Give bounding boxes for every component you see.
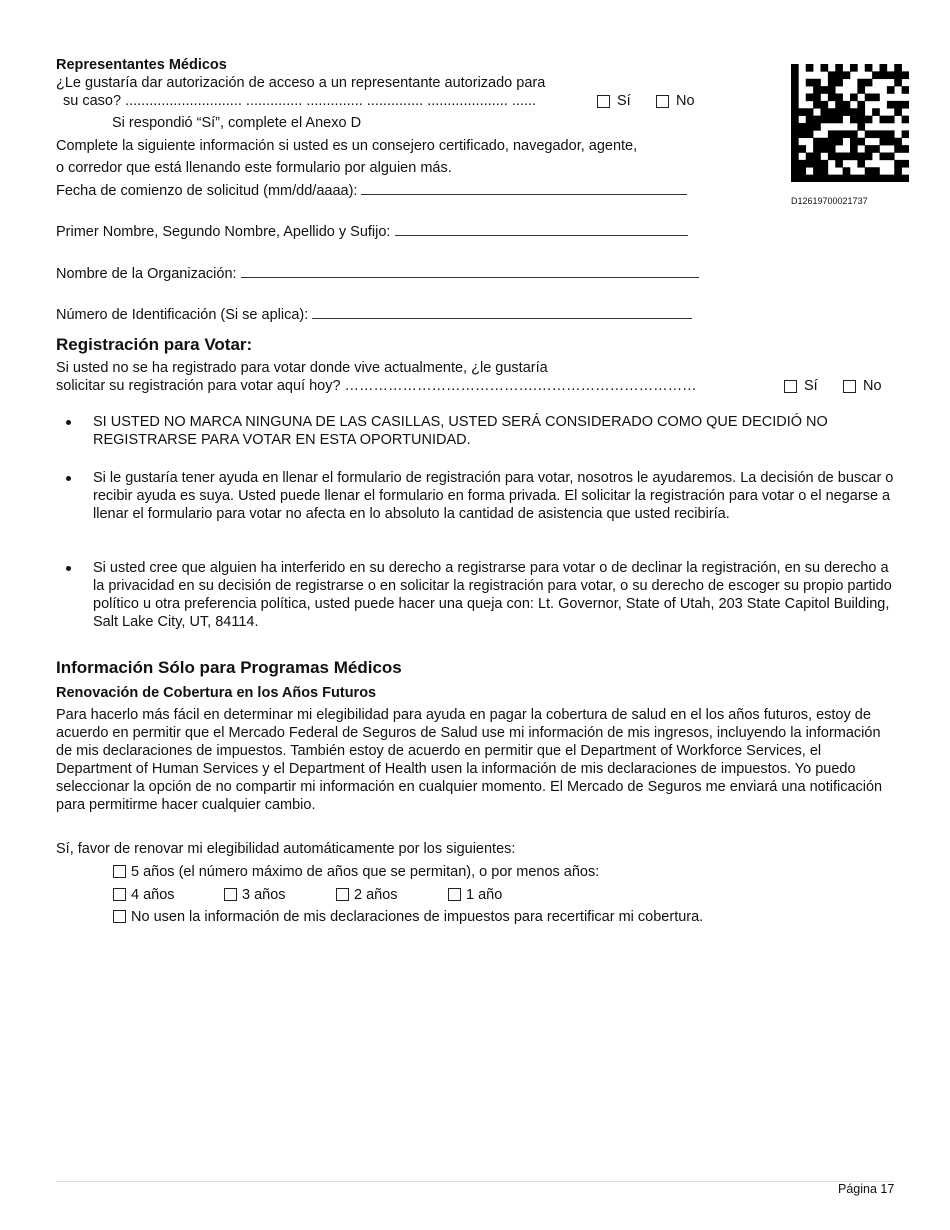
voter-no-label: No bbox=[863, 378, 882, 394]
barcode-id-text: D12619700021737 bbox=[791, 196, 868, 206]
medical-reps-heading: Representantes Médicos bbox=[56, 57, 227, 73]
voter-bullet-list bbox=[56, 413, 896, 449]
option-2-years[interactable] bbox=[336, 886, 398, 904]
option-3-years-label: 3 años bbox=[242, 887, 286, 903]
id-number-label: Número de Identificación (Si se aplica): bbox=[56, 307, 309, 323]
start-date-input[interactable] bbox=[361, 182, 687, 195]
medical-reps-no-checkbox[interactable] bbox=[656, 94, 669, 110]
medical-reps-if-yes-note: Si respondió “Sí”, complete el Anexo D bbox=[112, 115, 362, 131]
full-name-label: Primer Nombre, Segundo Nombre, Apellido y Sufijo: bbox=[56, 224, 391, 240]
option-2-years-label: 2 años bbox=[354, 887, 398, 903]
medical-reps-question-line1: ¿Le gustaría dar autorización de acceso a un representante autorizado para bbox=[56, 75, 546, 91]
voter-question-line1: Si usted no se ha registrado para votar donde vive actualmente, ¿le gustaría bbox=[56, 360, 548, 376]
option-3-years-checkbox[interactable] bbox=[224, 888, 237, 901]
id-field-row bbox=[56, 306, 692, 324]
org-field-row bbox=[56, 265, 699, 283]
medical-reps-question-line2 bbox=[63, 92, 536, 110]
organization-label: Nombre de la Organización: bbox=[56, 266, 237, 282]
start-date-label: Fecha de comienzo de solicitud (mm/dd/aaaa): bbox=[56, 183, 358, 199]
voter-bullet-item: SI USTED NO MARCA NINGUNA DE LAS CASILLAS, USTED SERÁ CONSIDERADO COMO QUE DECIDIÓ NO REGISTRARSE PARA VOTAR EN ESTA OPORTUNIDAD. bbox=[56, 413, 896, 449]
full-name-input[interactable] bbox=[395, 223, 688, 236]
coverage-renewal-subheading: Renovación de Cobertura en los Años Futuros bbox=[56, 685, 377, 701]
option-5-years[interactable] bbox=[113, 863, 599, 881]
option-4-years-checkbox[interactable] bbox=[113, 888, 126, 901]
medical-reps-yes-checkbox[interactable] bbox=[597, 94, 610, 110]
medical-reps-no-label: No bbox=[676, 93, 695, 109]
medical-reps-instructions-line2: o corredor que está llenando este formulario por alguien más. bbox=[56, 160, 452, 176]
datamatrix-barcode bbox=[791, 64, 909, 182]
voter-no-checkbox[interactable] bbox=[843, 379, 856, 395]
option-no-tax-info-checkbox[interactable] bbox=[113, 910, 126, 923]
option-1-year[interactable] bbox=[448, 886, 502, 904]
page-number: Página 17 bbox=[838, 1182, 895, 1196]
name-field-row bbox=[56, 223, 688, 241]
voter-yes-checkbox[interactable] bbox=[784, 379, 797, 395]
renew-intro-text: Sí, favor de renovar mi elegibilidad automáticamente por los siguientes: bbox=[56, 841, 516, 857]
medical-reps-yes-label: Sí bbox=[617, 93, 631, 109]
option-4-years[interactable] bbox=[113, 886, 175, 904]
voter-bullet-item: Si usted cree que alguien ha interferido en su derecho a registrarse para votar o de declinar la registración, en su derecho a la privacidad en su decisión de registrarse o en solicitar la registración para votar, o su derecho de escoger su propio partido político u otra preferencia política, usted puede hacer una queja con: Lt. Governor, State of Utah, 203 State Capitol Building, Salt Lake City, UT, 84114. bbox=[56, 559, 896, 631]
voter-heading: Registración para Votar: bbox=[56, 335, 253, 354]
coverage-renewal-paragraph: Para hacerlo más fácil en determinar mi elegibilidad para ayuda en pagar la cobertura de salud en el los años futuros, estoy de acuerdo en permitir que el Mercado Federal de Seguros de Salud use mi información de mis ingresos, incluyendo la información de mis declaraciones de impuestos. También estoy de acuerdo en permitir que el Department of Workforce Services, el Department of Human Services y el Department of Health usen la información de mis declaraciones de impuestos. Yo puedo seleccionar la opción de no compartir mi información en cualquier momento. El Mercado de Seguros me enviará una notificación para permitirme hacer cualquier cambio. bbox=[56, 707, 883, 813]
voter-bullet-list bbox=[56, 469, 896, 523]
option-1-year-checkbox[interactable] bbox=[448, 888, 461, 901]
option-4-years-label: 4 años bbox=[131, 887, 175, 903]
voter-question-line2: solicitar su registración para votar aquí hoy? ………………………………….…………………………… bbox=[56, 378, 697, 394]
voter-yes-label: Sí bbox=[804, 378, 818, 394]
option-5-years-label: 5 años (el número máximo de años que se permitan), o por menos años: bbox=[131, 864, 600, 880]
option-2-years-checkbox[interactable] bbox=[336, 888, 349, 901]
organization-input[interactable] bbox=[241, 265, 699, 278]
voter-bullet-list bbox=[56, 559, 896, 631]
id-number-input[interactable] bbox=[312, 306, 692, 319]
option-1-year-label: 1 año bbox=[466, 887, 503, 903]
option-no-tax-info-label: No usen la información de mis declaraciones de impuestos para recertificar mi cobertura. bbox=[131, 909, 704, 925]
start-date-field-row bbox=[56, 182, 687, 200]
medical-reps-question-text: su caso? ............................. .............. .............. .............. .................... ...... bbox=[63, 93, 536, 109]
voter-bullet-item: Si le gustaría tener ayuda en llenar el formulario de registración para votar, nosotros le ayudaremos. La decisión de buscar o recibir ayuda es suya. Usted puede llenar el formulario en forma privada. El solicitar la registración para votar o el negarse a llenar el formulario para votar no afecta en lo absoluto la cantidad de asistencia que usted recibiría. bbox=[56, 469, 896, 523]
option-3-years[interactable] bbox=[224, 886, 286, 904]
option-5-years-checkbox[interactable] bbox=[113, 865, 126, 878]
medical-programs-heading: Información Sólo para Programas Médicos bbox=[56, 658, 402, 677]
medical-reps-instructions-line1: Complete la siguiente información si usted es un consejero certificado, navegador, agente, bbox=[56, 138, 638, 154]
option-no-tax-info[interactable] bbox=[113, 908, 703, 926]
footer-divider bbox=[56, 1181, 894, 1182]
